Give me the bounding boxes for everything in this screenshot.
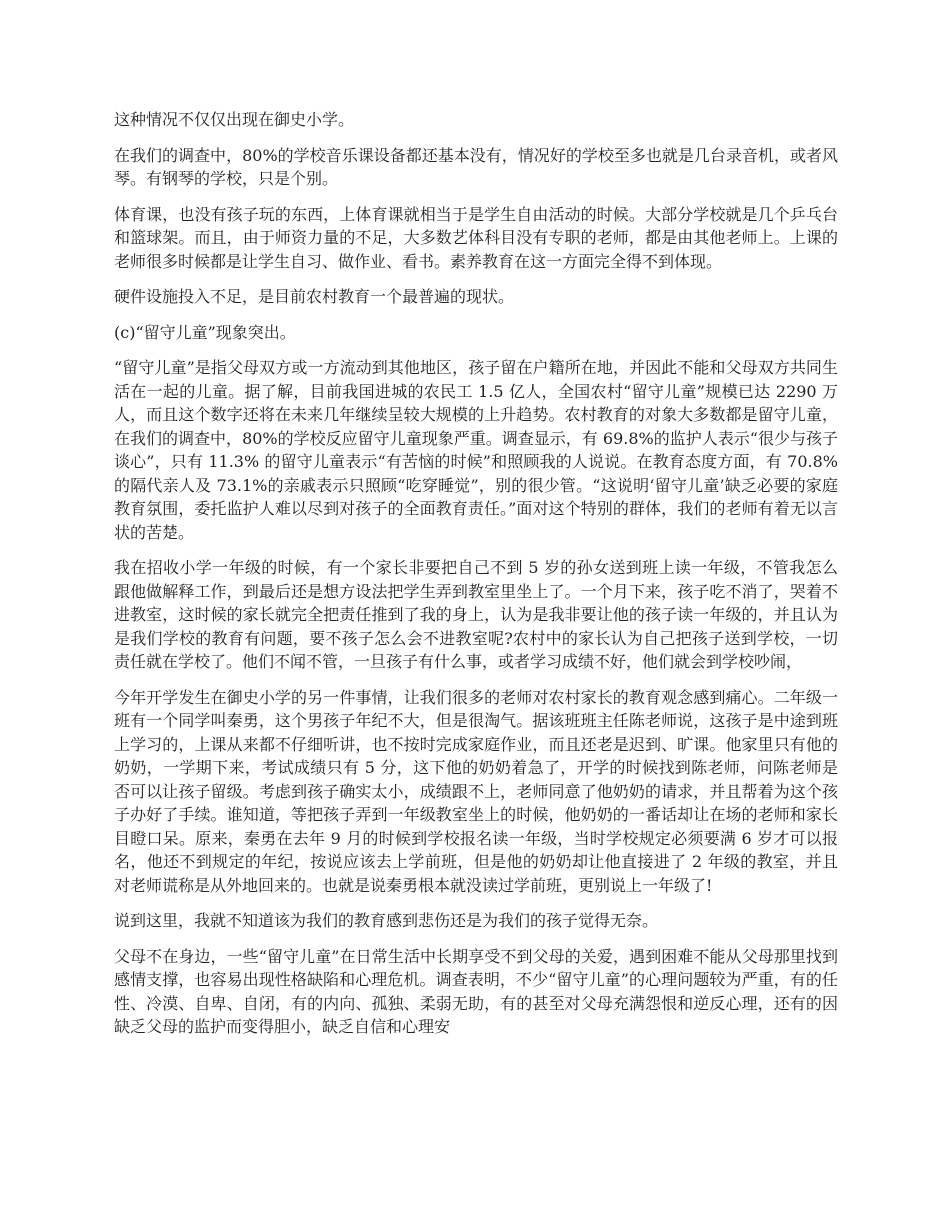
paragraph-2: 在我们的调查中，80%的学校音乐课设备都还基本没有，情况好的学校至多也就是几台录音机，或者风琴。有钢琴的学校，只是个别。 — [114, 145, 838, 188]
paragraph-10: 父母不在身边，一些“留守儿童”在日常生活中长期享受不到父母的关爱，遇到困难不能从父母那里找到感情支撑，也容易出现性格缺陷和心理危机。调查表明，不少“留守儿童”的心理问题较为严重，有的任性、冷漠、自卑、自闭，有的内向、孤独、柔弱无助，有的甚至对父母充满怨恨和逆反心理，还有的因缺乏父母的监护而变得胆小，缺乏自信和心理安 — [114, 946, 838, 1036]
section-heading-c: (c)“留守儿童”现象突出。 — [114, 322, 296, 342]
paragraph-8: 今年开学发生在御史小学的另一件事情，让我们很多的老师对农村家长的教育观念感到痛心。二年级一班有一个同学叫秦勇，这个男孩子年纪不大，但是很淘气。据该班班主任陈老师说，这孩子是中途到班上学习的，上课从来都不仔细听讲，也不按时完成家庭作业，而且还老是迟到、旷课。他家里只有他的奶奶，一学期下来，考试成绩只有 5 分，这下他的奶奶着急了，开学的时候找到陈老师，问陈老师是否可以让孩子留级。考虑到孩子确实太小，成绩跟不上，老师同意了他奶奶的请求，并且帮着为这个孩子办好了手续。谁知道，等把孩子弄到一年级教室坐上的时候，他奶奶的一番话却让在场的老师和家长目瞪口呆。原来，秦勇在去年 9 月的时候到学校报名读一年级，当时学校规定必须要满 6 岁才可以报名，他还不到规定的年纪，按说应该去上学前班，但是他的奶奶却让他直接进了 2 年级的教室，并且对老师谎称是从外地回来的。也就是说秦勇根本就没读过学前班，更别说上一年级了! — [114, 687, 838, 895]
paragraph-7: 我在招收小学一年级的时候，有一个家长非要把自己不到 5 岁的孙女送到班上读一年级，不管我怎么跟他做解释工作，到最后还是想方设法把学生弄到教室里坐上了。一个月下来，孩子吃不消了，哭着不进教室，这时候的家长就完全把责任推到了我的身上，认为是我非要让他的孩子读一年级的，并且认为是我们学校的教育有问题，要不孩子怎么会不进教室呢?农村中的家长认为自己把孩子送到学校，一切责任就在学校了。他们不闻不管，一旦孩子有什么事，或者学习成绩不好，他们就会到学校吵闹， — [114, 558, 838, 671]
paragraph-4: 硬件设施投入不足，是目前农村教育一个最普遍的现状。 — [114, 287, 515, 306]
paragraph-3: 体育课，也没有孩子玩的东西，上体育课就相当于是学生自由活动的时候。大部分学校就是几个乒乓台和篮球架。而且，由于师资力量的不足，大多数艺体科目没有专职的老师，都是由其他老师上。上课的老师很多时候都是让学生自习、做作业、看书。素养教育在这一方面完全得不到体现。 — [114, 204, 838, 271]
document-page — [114, 108, 838, 1051]
paragraph-9: 说到这里，我就不知道该为我们的教育感到悲伤还是为我们的孩子觉得无奈。 — [114, 911, 659, 930]
paragraph-1: 这种情况不仅仅出现在御史小学。 — [114, 110, 355, 129]
paragraph-6: “留守儿童”是指父母双方或一方流动到其他地区，孩子留在户籍所在地，并因此不能和父母双方共同生活在一起的儿童。据了解，目前我国进城的农民工 1.5 亿人，全国农村“留守儿童”规模已达 2290 万人，而且这个数字还将在未来几年继续呈较大规模的上升趋势。农村教育的对象大多数都是留守儿童，在我们的调查中，80%的学校反应留守儿童现象严重。调查显示，有 69.8%的监护人表示“很少与孩子谈心”，只有 11.3% 的留守儿童表示“有苦恼的时候”和照顾我的人说说。在教育态度方面，有 70.8%的隔代亲人及 73.1%的亲戚表示只照顾“吃穿睡觉”，别的很少管。“这说明‘留守儿童’缺乏必要的家庭教育氛围，委托监护人难以尽到对孩子的全面教育责任。”面对这个特别的群体，我们的老师有着无以言状的苦楚。 — [114, 358, 838, 542]
